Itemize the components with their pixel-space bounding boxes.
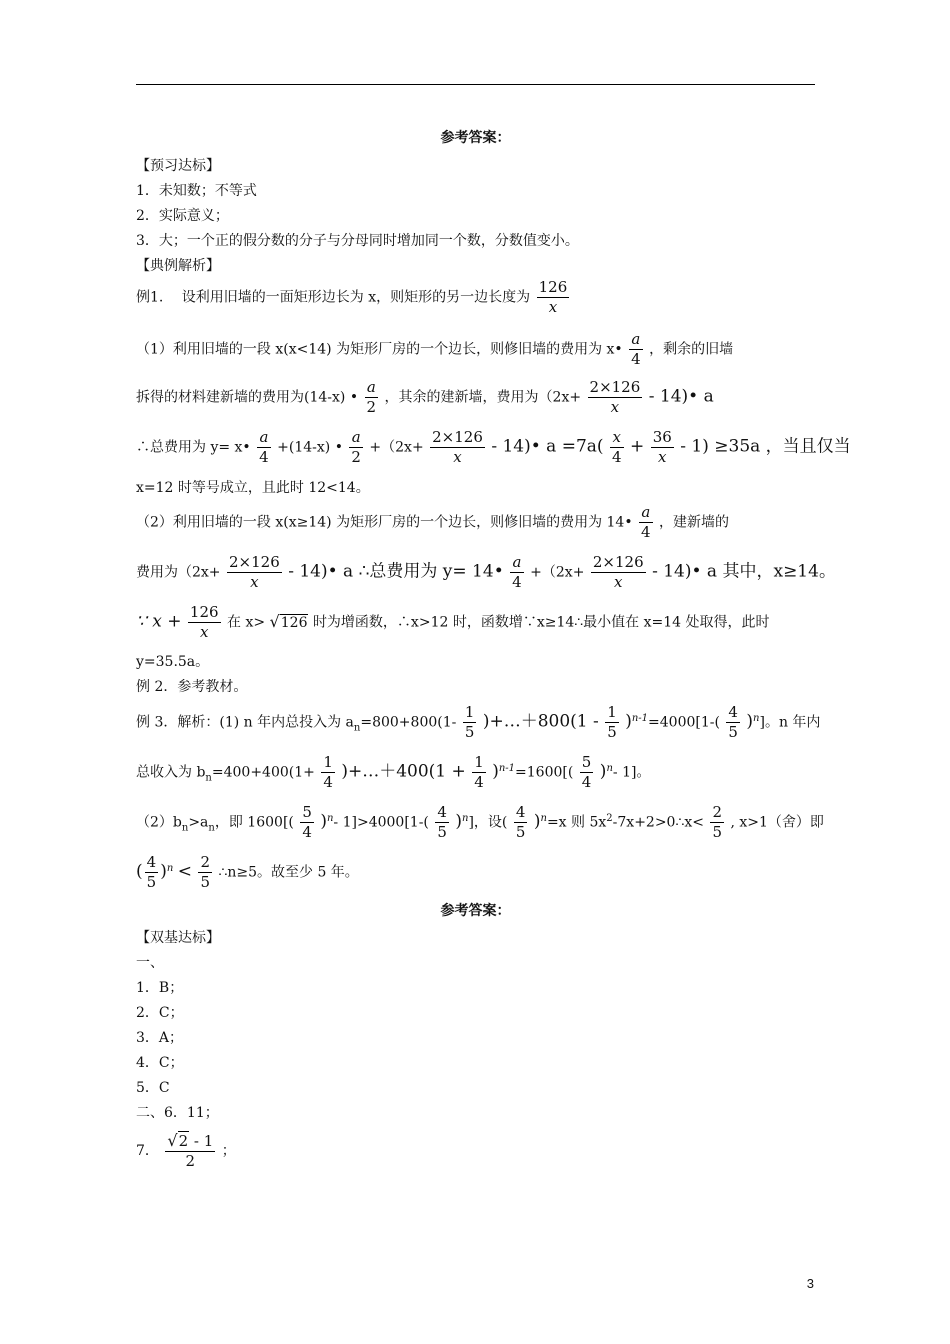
fraction: $\frac{2\times 126}{x}$ [432, 428, 483, 466]
fraction: $\frac{36}{x}$ [652, 428, 672, 466]
fraction: $\frac{a}{4}$ [259, 428, 269, 466]
fraction: $\frac{126}{x}$ [538, 278, 568, 316]
fraction: $\frac{2}{5}$ [712, 803, 722, 841]
fraction: $\frac{a}{4}$ [512, 553, 522, 591]
top-rule [136, 84, 815, 85]
answer-item-7: 7． $\frac{√2 - 1}{2}$ ； [136, 1131, 236, 1170]
example-1-part1-line1: （1）利用旧墙的一段 x(x<14) 为矩形厂房的一个边长，则修旧墙的费用为 x• $\frac{a}{4}$ ，剩余的旧墙 [136, 330, 734, 368]
fraction: $\frac{1}{5}$ [464, 703, 475, 741]
answer-item-5: 5．C [136, 1080, 170, 1096]
example-1-part2-line2: 费用为（2x+ $\frac{2\times 126}{x}$ - 14)• a ∴总费用为 y= 14• $\frac{a}{4}$ +（2x+ $\frac{2\times 126}{x}$ - 14)• a 其中，x≥14。 [136, 553, 836, 591]
section-two-answer: 二、6．11； [136, 1105, 219, 1121]
preview-item-2: 2．实际意义； [136, 208, 229, 224]
example-1-part2-line3: ∵ x + $\frac{126}{x}$ 在 x> √126 时为增函数，∴x>12 时，函数增∵x≥14∴最小值在 x=14 处取得，此时 [136, 603, 770, 641]
fraction: $\frac{5}{4}$ [302, 803, 312, 841]
fraction: $\frac{4}{5}$ [146, 853, 157, 891]
fraction: $\frac{1}{4}$ [323, 753, 333, 791]
fraction: $\frac{4}{5}$ [437, 803, 447, 841]
example-1-part1-line2: 拆得的材料建新墙的费用为(14-x) • $\frac{a}{2}$ ，其余的建新墙，费用为（2x+ $\frac{2\times 126}{x}$ - 14)• a [136, 378, 714, 416]
fraction: $\frac{5}{4}$ [581, 753, 592, 791]
sqrt-126: √126 [269, 612, 308, 631]
answer-item-1: 1．B； [136, 980, 184, 996]
fraction: $\frac{2\times 126}{x}$ [589, 378, 641, 416]
fraction: $\frac{126}{x}$ [189, 603, 219, 641]
answer-item-2: 2．C； [136, 1005, 184, 1021]
fraction: $\frac{4}{5}$ [728, 703, 738, 741]
example-1-part2-line4: y=35.5a。 [136, 654, 210, 670]
fraction: $\frac{√2 - 1}{2}$ [167, 1131, 214, 1170]
fraction: $\frac{x}{4}$ [612, 428, 622, 466]
example-2: 例 2．参考教材。 [136, 679, 248, 695]
section-one-label: 一、 [136, 955, 164, 971]
fraction: $\frac{a}{2}$ [351, 428, 361, 466]
example-3-line4: ( $\frac{4}{5}$ )$^n$ < $\frac{2}{5}$ ∴n≥5。故至少 5 年。 [136, 853, 359, 891]
example-1-part1-line3: ∴总费用为 y= x• $\frac{a}{4}$ +(14-x) • $\frac{a}{2}$ +（2x+ $\frac{2\times 126}{x}$ - 14)• a =7a( $\frac{x}{4}$ + $\frac{36}{x}$ - 1) ≥35a ，当且仅当 [136, 428, 851, 466]
fraction: $\frac{a}{4}$ [641, 503, 651, 541]
example-1-intro: 例1. 设利用旧墙的一面矩形边长为 x，则矩形的另一边长度为 $\frac{126}{x}$ [136, 278, 568, 316]
answer-title-2: 参考答案： [440, 903, 511, 919]
fraction: $\frac{a}{2}$ [366, 378, 377, 416]
fraction: $\frac{a}{4}$ [631, 330, 641, 368]
example-3-line2: 总收入为 $b_n=400+400(1+$ $\frac{1}{4}$ )+…＋400(1 + $\frac{1}{4}$ )$^{n-1}$=1600[( $\frac{5}{4}$ )$^n$- 1]。 [136, 753, 651, 791]
section-heading-preview: 【预习达标】 [136, 158, 220, 174]
page-number: 3 [806, 1276, 814, 1291]
example-1-part1-line4: x=12 时等号成立，且此时 12<14。 [136, 480, 370, 496]
fraction: $\frac{1}{4}$ [474, 753, 484, 791]
preview-item-1: 1．未知数；不等式 [136, 183, 257, 199]
example-1-part2-line1: （2）利用旧墙的一段 x(x≥14) 为矩形厂房的一个边长，则修旧墙的费用为 14• $\frac{a}{4}$ ，建新墙的 [136, 503, 730, 541]
answer-item-4: 4．C； [136, 1055, 184, 1071]
fraction: $\frac{2\times 126}{x}$ [592, 553, 644, 591]
section-heading-examples: 【典例解析】 [136, 258, 220, 274]
fraction: $\frac{2\times 126}{x}$ [229, 553, 280, 591]
example-3-line1: 例 3．解析：(1) n 年内总投入为 $a_n=800+800(1-$ $\frac{1}{5}$ )+…＋800(1 - $\frac{1}{5}$ )$^{n-1}$=4000[1-( $\frac{4}{5}$ )$^n$]。n 年内 [136, 703, 821, 741]
fraction: $\frac{1}{5}$ [607, 703, 617, 741]
fraction: $\frac{4}{5}$ [515, 803, 526, 841]
section-heading-basics: 【双基达标】 [136, 930, 220, 946]
fraction: $\frac{2}{5}$ [200, 853, 210, 891]
example-3-line3: $(2)b_n>a_n$，即 1600[( $\frac{5}{4}$ )$^n$- 1]>4000[1-( $\frac{4}{5}$ )$^n$]，设( $\frac{4}{5}$ )$^n$=x 则 $5x^2-7x+2>0\therefore x<$ $\frac{2}{5}$ , x>1（舍）即 [136, 803, 824, 841]
answer-title: 参考答案： [440, 130, 511, 146]
preview-item-3: 3．大；一个正的假分数的分子与分母同时增加同一个数，分数值变小。 [136, 233, 579, 249]
answer-item-3: 3．A； [136, 1030, 184, 1046]
